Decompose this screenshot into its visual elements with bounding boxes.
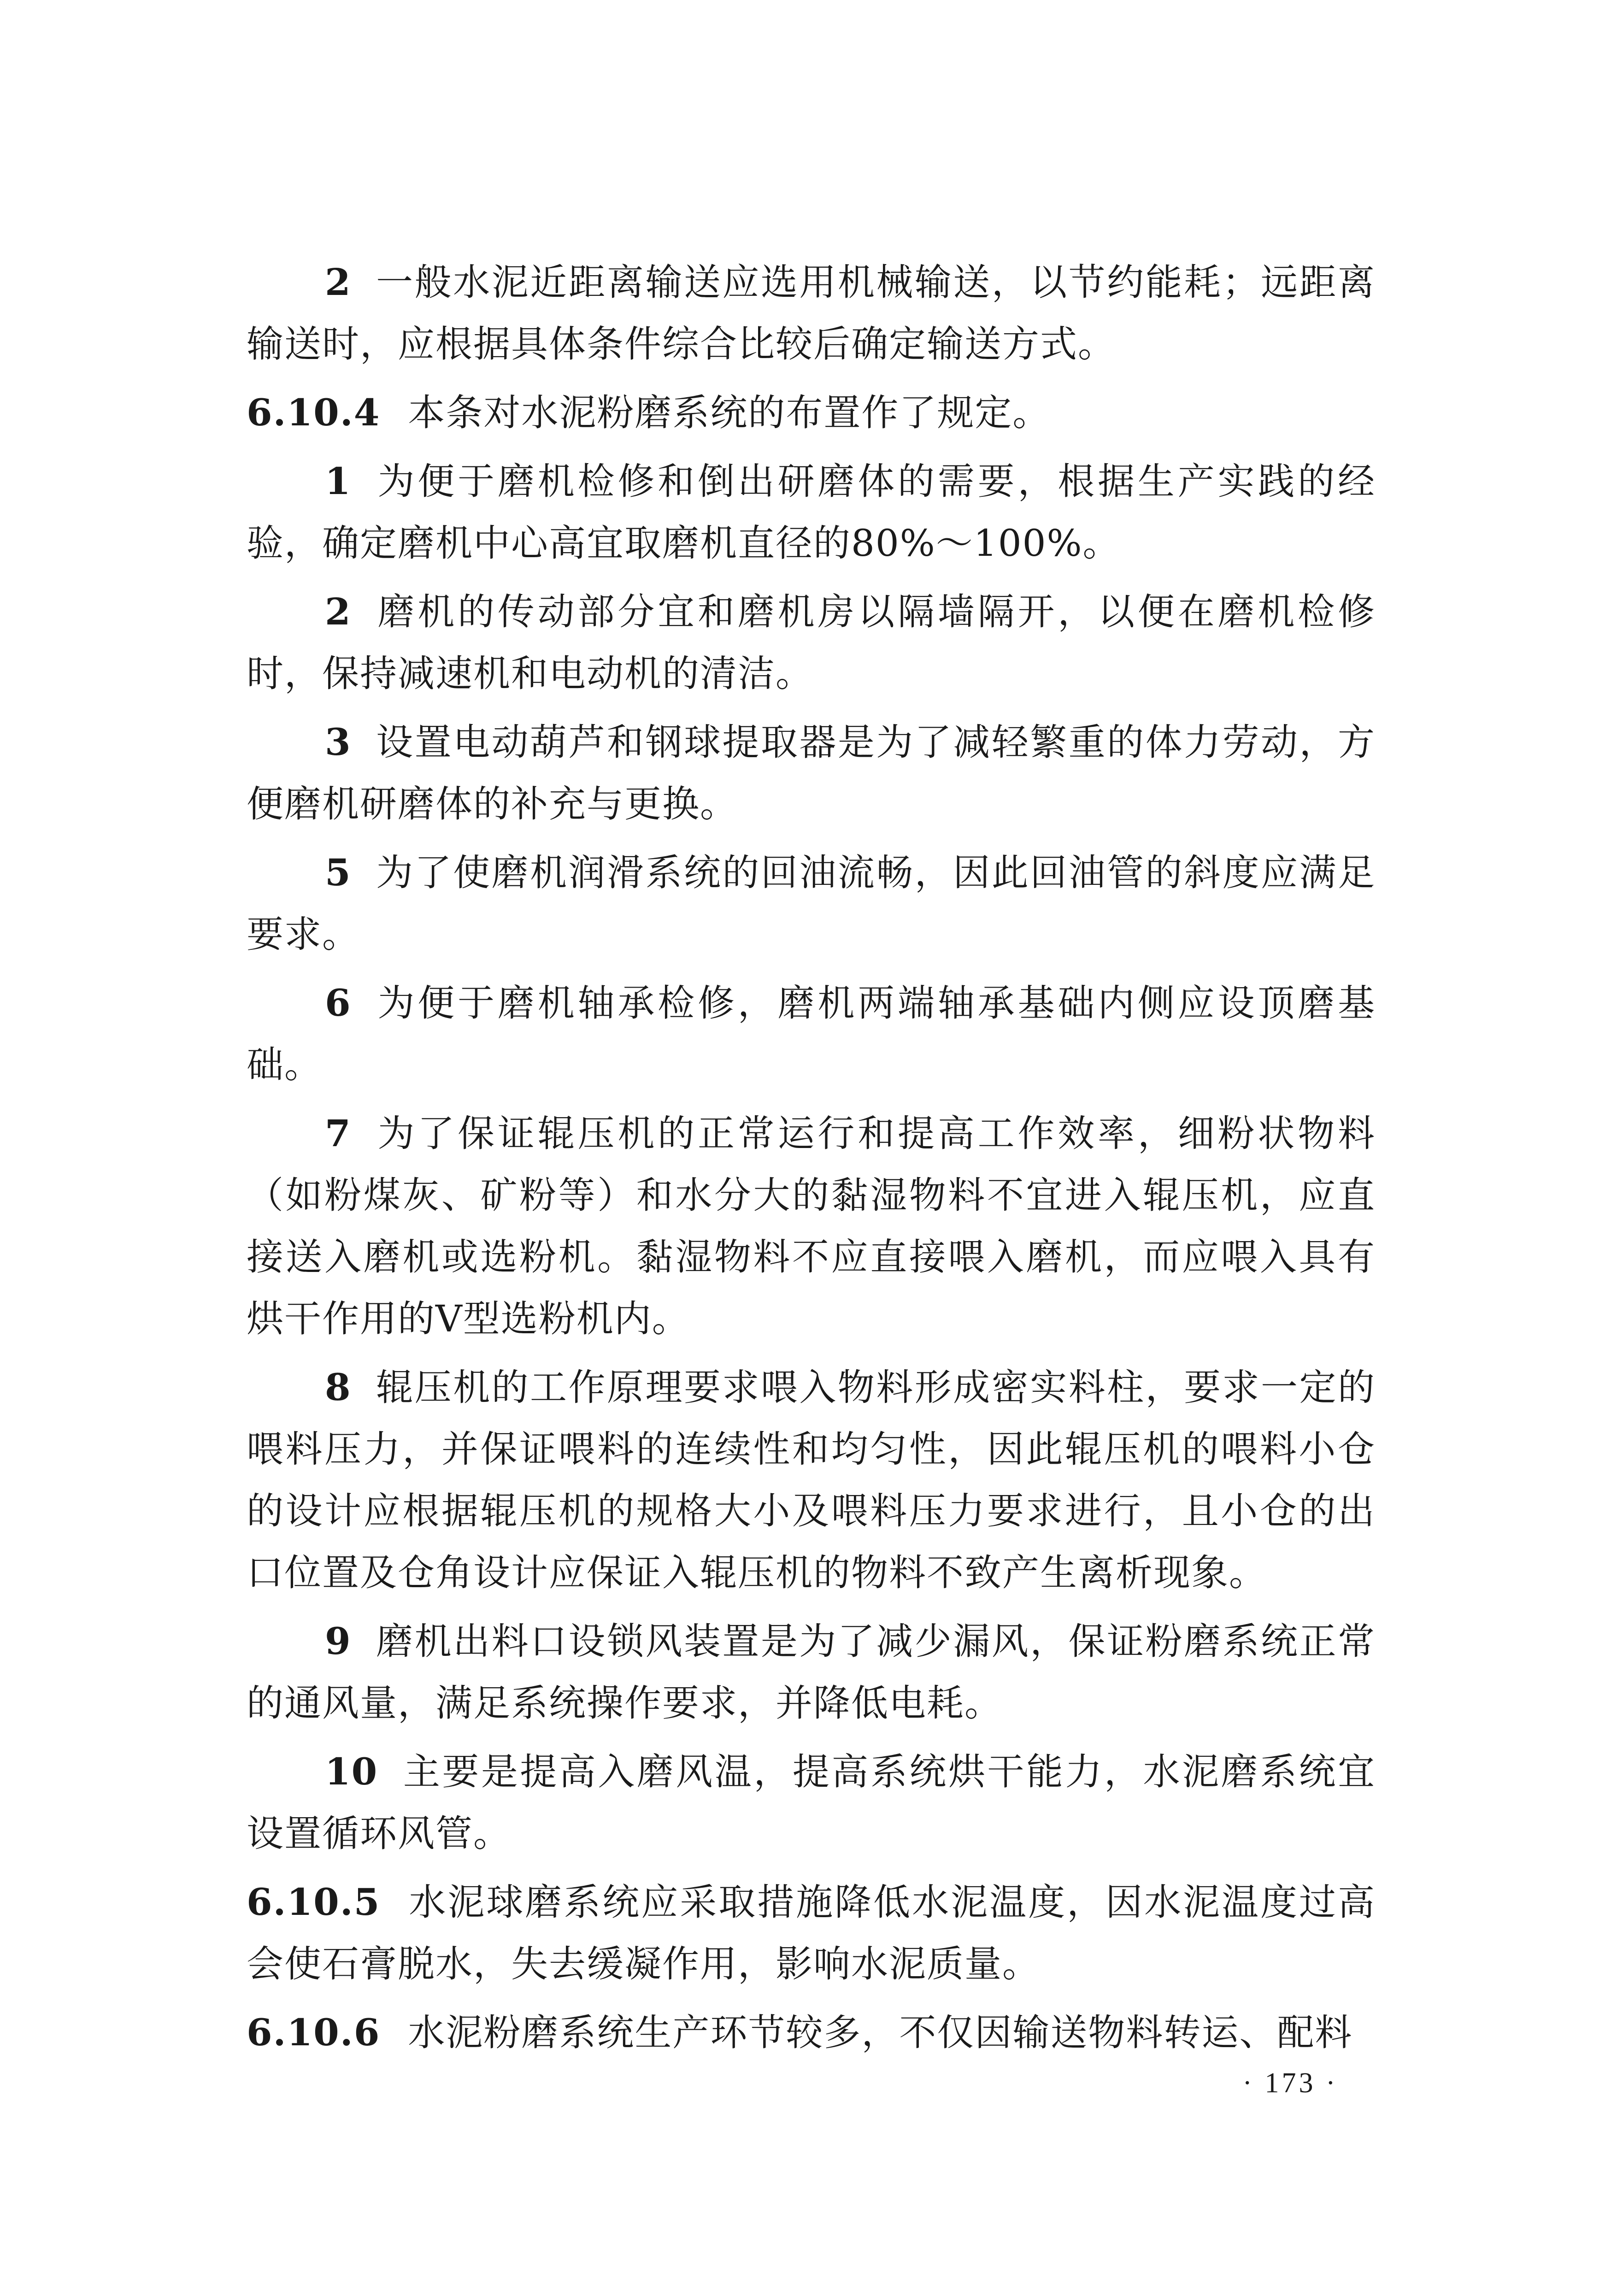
paragraph-item-2 — [247, 251, 1376, 375]
paragraph-text: 设置电动葫芦和钢球提取器是为了减轻繁重的体力劳动，方便磨机研磨体的补充与更换。 — [247, 721, 1376, 825]
paragraph-text: 水泥球磨系统应采取措施降低水泥温度，因水泥温度过高会使石膏脱水，失去缓凝作用，影响水泥质量。 — [247, 1881, 1376, 1985]
paragraph-item-8 — [247, 1356, 1376, 1604]
item-number: 8 — [325, 1366, 352, 1409]
paragraph-text: 本条对水泥粉磨系统的布置作了规定。 — [408, 391, 1051, 434]
paragraph-item-3 — [247, 711, 1376, 835]
clause-number: 6.10.4 — [247, 391, 381, 434]
clause-number: 6.10.6 — [247, 2011, 381, 2054]
clause-6-10-6 — [247, 2002, 1376, 2064]
item-number: 2 — [325, 260, 352, 304]
paragraph-text: 主要是提高入磨风温，提高系统烘干能力，水泥磨系统宜设置循环风管。 — [247, 1750, 1376, 1855]
clause-6-10-5 — [247, 1871, 1376, 1995]
paragraph-item-2b — [247, 581, 1376, 705]
item-number: 5 — [325, 851, 352, 894]
item-number: 6 — [325, 981, 352, 1024]
clause-6-10-4 — [247, 382, 1376, 444]
paragraph-item-7 — [247, 1102, 1376, 1350]
paragraph-text: 磨机出料口设锁风装置是为了减少漏风，保证粉磨系统正常的通风量，满足系统操作要求，并降低电耗。 — [247, 1620, 1376, 1725]
item-number: 2 — [325, 590, 352, 633]
paragraph-item-6 — [247, 972, 1376, 1096]
paragraph-text: 为了使磨机润滑系统的回油流畅，因此回油管的斜度应满足要求。 — [247, 851, 1376, 956]
item-number: 3 — [325, 720, 352, 764]
paragraph-text: 为了保证辊压机的正常运行和提高工作效率，细粉状物料（如粉煤灰、矿粉等）和水分大的黏湿物料不宜进入辊压机，应直接送入磨机或选粉机。黏湿物料不应直接喂入磨机，而应喂入具有烘干作用的V型选粉机内。 — [247, 1112, 1376, 1340]
item-number: 1 — [325, 459, 352, 503]
item-number: 9 — [325, 1619, 352, 1663]
paragraph-text: 一般水泥近距离输送应选用机械输送，以节约能耗；远距离输送时，应根据具体条件综合比较后确定输送方式。 — [247, 261, 1376, 365]
body-text — [247, 251, 1376, 2070]
clause-number: 6.10.5 — [247, 1880, 381, 1924]
paragraph-text: 磨机的传动部分宜和磨机房以隔墙隔开，以便在磨机检修时，保持减速机和电动机的清洁。 — [247, 590, 1376, 695]
item-number: 10 — [325, 1750, 378, 1793]
page-number: · 173 · — [1242, 2067, 1338, 2099]
item-number: 7 — [325, 1112, 352, 1155]
paragraph-text: 水泥粉磨系统生产环节较多，不仅因输送物料转运、配料 — [408, 2011, 1353, 2054]
paragraph-text: 为便于磨机检修和倒出研磨体的需要，根据生产实践的经验，确定磨机中心高宜取磨机直径的80%～100%。 — [247, 460, 1376, 565]
paragraph-item-1 — [247, 450, 1376, 574]
paragraph-item-10 — [247, 1741, 1376, 1865]
paragraph-item-9 — [247, 1610, 1376, 1734]
paragraph-item-5 — [247, 842, 1376, 965]
paragraph-text: 为便于磨机轴承检修，磨机两端轴承基础内侧应设顶磨基础。 — [247, 982, 1376, 1086]
paragraph-text: 辊压机的工作原理要求喂入物料形成密实料柱，要求一定的喂料压力，并保证喂料的连续性和均匀性，因此辊压机的喂料小仓的设计应根据辊压机的规格大小及喂料压力要求进行，且小仓的出口位置及仓角设计应保证入辊压机的物料不致产生离析现象。 — [247, 1366, 1376, 1594]
